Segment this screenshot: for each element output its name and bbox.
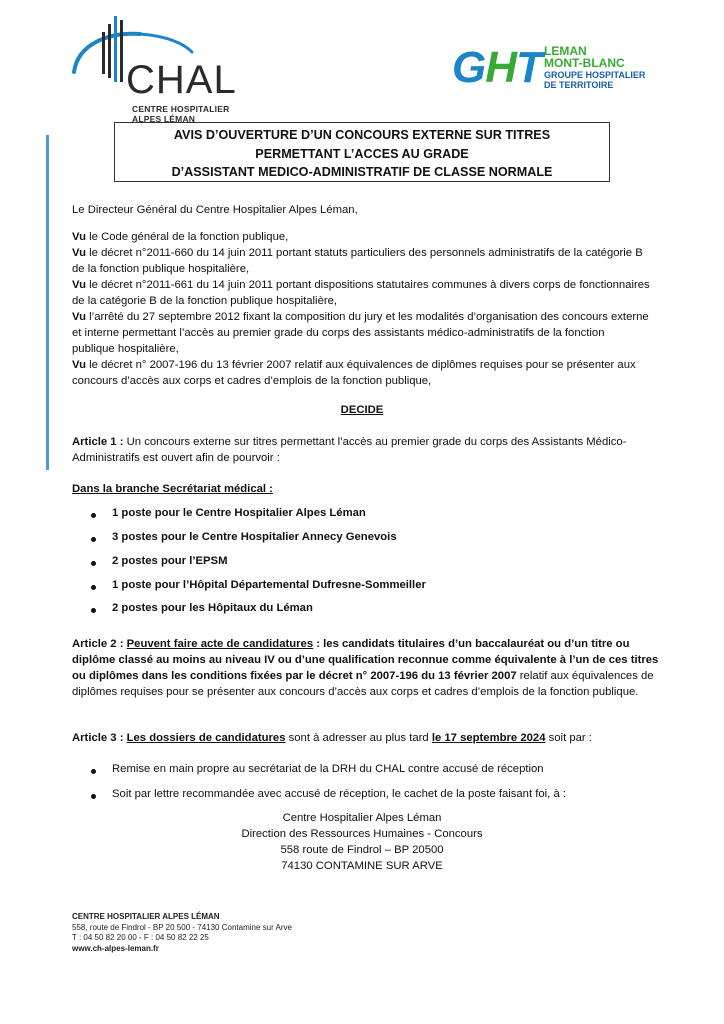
vu-clause-continuation: de la catégorie B de la fonction publique hospitalière,	[72, 295, 338, 307]
title-box	[114, 122, 610, 182]
side-accent-bar	[46, 135, 49, 470]
bullet-icon	[91, 585, 96, 590]
title-line-3: D’ASSISTANT MEDICO-ADMINISTRATIF DE CLASSE NORMALE	[171, 165, 553, 179]
vu-clause: Vu le décret n°2011-660 du 14 juin 2011 portant statuts particuliers des personnels administratifs de la catégorie B	[72, 247, 643, 259]
address-line: 74130 CONTAMINE SUR ARVE	[281, 860, 443, 872]
vu-clause: Vu le décret n° 2007-196 du 13 février 2007 relatif aux équivalences de diplômes requises pour se présenter aux	[72, 359, 636, 371]
vu-clause: Vu l’arrêté du 27 septembre 2012 fixant la composition du jury et les modalités d’organisation des concours externe	[72, 311, 649, 323]
list-item: 2 postes pour les Hôpitaux du Léman	[112, 602, 313, 614]
footer-website-link[interactable]: www.ch-alpes-leman.fr	[72, 943, 159, 953]
ght-logo	[452, 40, 672, 104]
branch-heading: Dans la branche Secrétariat médical :	[72, 483, 273, 495]
page-footer	[72, 912, 292, 954]
ght-logo-line-4: DE TERRITOIRE	[544, 80, 614, 90]
bullet-icon	[91, 537, 96, 542]
address-line: Centre Hospitalier Alpes Léman	[282, 812, 442, 824]
address-line: 558 route de Findrol – BP 20500	[280, 844, 444, 856]
footer-phone: T : 04 50 82 20 00 - F : 04 50 82 22 25	[72, 933, 209, 942]
ght-logo-line-1: LEMAN	[544, 44, 587, 58]
bullet-icon	[91, 769, 96, 774]
ght-logo-line-2: MONT-BLANC	[544, 56, 625, 70]
vu-clause-continuation: publique hospitalière,	[72, 343, 179, 355]
ght-logo-line-3: GROUPE HOSPITALIER	[544, 70, 646, 80]
article-2-continuation: diplômes requises pour se présenter aux concours d’accès aux corps et cadres d’emplois de la fonction publique.	[72, 686, 639, 698]
chal-logo-word: CHAL	[126, 58, 237, 102]
list-item: 3 postes pour le Centre Hospitalier Annecy Genevois	[112, 531, 397, 543]
title-line-2: PERMETTANT L’ACCES AU GRADE	[255, 146, 469, 161]
address-line: Direction des Ressources Humaines - Concours	[241, 828, 483, 840]
chal-logo	[68, 14, 248, 124]
article-2: Article 2 : Peuvent faire acte de candidatures : les candidats titulaires d’un baccalauréat ou d’un titre ou	[72, 638, 630, 650]
list-item: 1 poste pour le Centre Hospitalier Alpes Léman	[112, 507, 366, 519]
chal-logo-subtitle-2: ALPES LÉMAN	[132, 114, 196, 124]
article-2-continuation: ou diplômes dans les conditions fixées par le décret n° 2007-196 du 13 février 2007 relatif aux équivalences de	[72, 670, 654, 682]
vu-clause: Vu le Code général de la fonction publique,	[72, 231, 289, 243]
submission-method: Remise en main propre au secrétariat de la DRH du CHAL contre accusé de réception	[112, 763, 544, 775]
article-1: Article 1 : Un concours externe sur titres permettant l’accès au premier grade du corps des Assistants Médico-	[72, 436, 627, 448]
decide-heading: DECIDE	[340, 404, 384, 416]
vu-clause: Vu le décret n°2011-661 du 14 juin 2011 portant dispositions statutaires communes à divers corps de fonctionnaires	[72, 279, 650, 291]
bullet-icon	[91, 794, 96, 799]
article-3: Article 3 : Les dossiers de candidatures sont à adresser au plus tard le 17 septembre 2024 soit par :	[72, 732, 592, 744]
bullet-icon	[91, 608, 96, 613]
intro-text: Le Directeur Général du Centre Hospitalier Alpes Léman,	[72, 204, 358, 216]
submission-method: Soit par lettre recommandée avec accusé de réception, le cachet de la poste faisant foi, à :	[112, 788, 567, 800]
list-item: 1 poste pour l’Hôpital Départemental Dufresne-Sommeiller	[112, 579, 426, 591]
bullet-icon	[91, 561, 96, 566]
title-line-1: AVIS D’OUVERTURE D’UN CONCOURS EXTERNE SUR TITRES	[173, 128, 551, 142]
vu-clause-continuation: de la fonction publique hospitalière,	[72, 263, 250, 275]
chal-logo-subtitle-1: CENTRE HOSPITALIER	[132, 104, 230, 114]
list-item: 2 postes pour l’EPSM	[112, 555, 228, 567]
ght-logo-word: GHT	[452, 43, 542, 92]
article-2-continuation: diplôme classé au moins au niveau IV ou d’une qualification reconnue comme équivalente à l’un de ces titres	[72, 654, 659, 666]
vu-clause-continuation: concours d’accès aux corps et cadres d’emplois de la fonction publique,	[72, 375, 432, 387]
bullet-icon	[91, 513, 96, 518]
footer-address: 558, route de Findrol - BP 20 500 - 74130 Contamine sur Arve	[72, 922, 292, 932]
vu-clause-continuation: et interne permettant l’accès au premier grade du corps des assistants médico-administratifs de la fonction	[72, 327, 605, 339]
footer-name: CENTRE HOSPITALIER ALPES LÉMAN	[72, 912, 220, 921]
article-1-continuation: Administratifs est ouvert afin de pourvoir :	[72, 452, 280, 464]
